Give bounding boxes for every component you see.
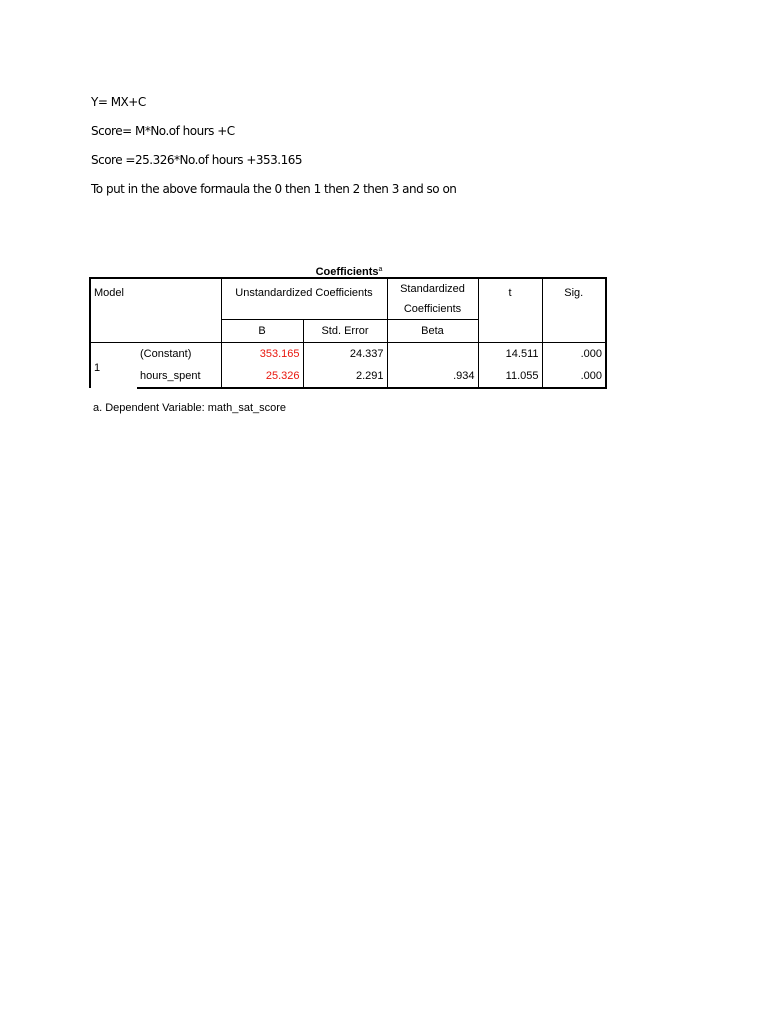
row-label: (Constant) <box>137 343 221 366</box>
coefficients-table <box>89 277 607 389</box>
model-number: 1 <box>90 343 137 389</box>
cell-beta: .934 <box>387 365 478 388</box>
cell-beta <box>387 343 478 366</box>
header-unstandardized: Unstandardized Coefficients <box>221 278 387 320</box>
cell-t: 11.055 <box>478 365 542 388</box>
table-row <box>90 365 606 388</box>
header-beta: Beta <box>387 320 478 343</box>
header-t: t <box>478 278 542 343</box>
header-standardized-line2: Coefficients <box>387 299 478 320</box>
table-title-text: Coefficients <box>315 266 379 278</box>
table-footnote: a. Dependent Variable: math_sat_score <box>93 402 287 414</box>
cell-std-error: 24.337 <box>303 343 387 366</box>
table-row <box>90 343 606 366</box>
row-label: hours_spent <box>137 365 221 388</box>
cell-t: 14.511 <box>478 343 542 366</box>
cell-sig: .000 <box>542 343 606 366</box>
equation-score-symbolic: Score= M*No.of hours +C <box>91 124 235 138</box>
header-model: Model <box>90 278 221 320</box>
cell-sig: .000 <box>542 365 606 388</box>
cell-b: 25.326 <box>221 365 303 388</box>
instruction-text: To put in the above formaula the 0 then 1 then 2 then 3 and so on <box>91 182 457 196</box>
header-standardized-line1: Standardized <box>387 278 478 299</box>
cell-std-error: 2.291 <box>303 365 387 388</box>
header-model-spacer <box>90 320 221 343</box>
cell-b: 353.165 <box>221 343 303 366</box>
table-title-superscript: a <box>378 266 383 273</box>
header-sig: Sig. <box>542 278 606 343</box>
header-std-error: Std. Error <box>303 320 387 343</box>
equation-score-numeric: Score =25.326*No.of hours +353.165 <box>91 153 302 167</box>
header-b: B <box>221 320 303 343</box>
equation-general: Y= MX+C <box>91 95 146 109</box>
